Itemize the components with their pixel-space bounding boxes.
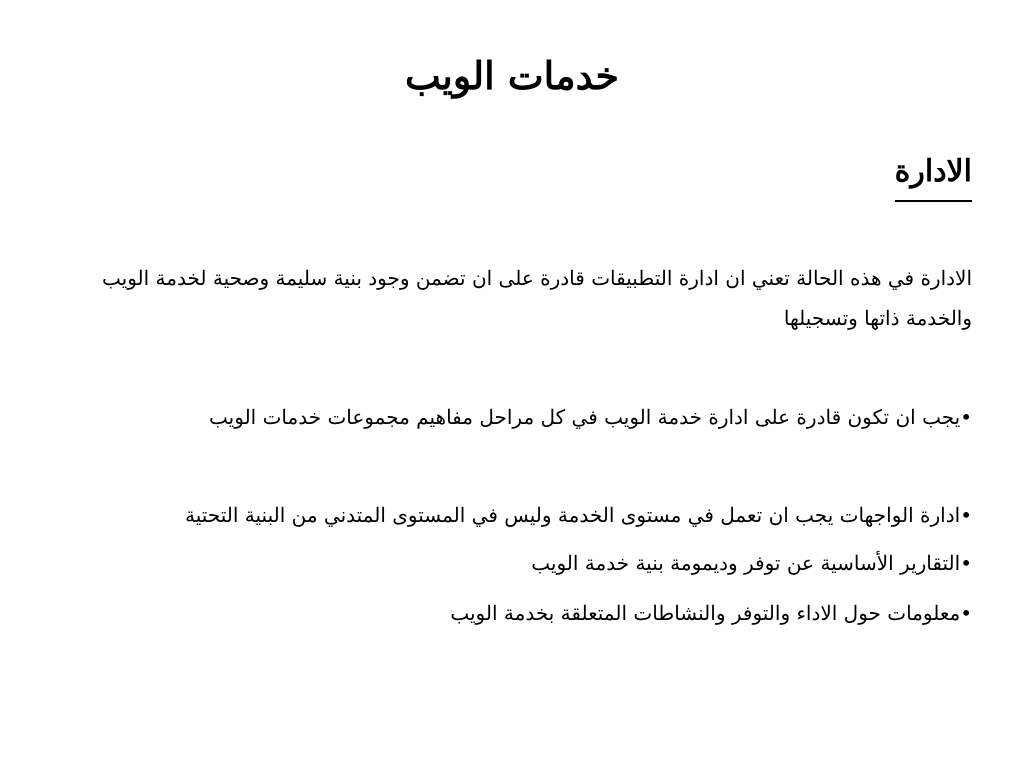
bullet-item — [52, 596, 972, 630]
intro-paragraph: الادارة في هذه الحالة تعني ان ادارة التطبيقات قادرة على ان تضمن وجود بنية سليمة وصحية لخدمة الويب والخدمة ذاتها وتسجيلها — [102, 266, 972, 330]
bullet-item — [52, 498, 972, 532]
bullet-symbol: • — [960, 405, 972, 429]
section-heading: الادارة — [895, 148, 972, 202]
bullet-symbol: • — [960, 601, 972, 625]
slide-title: خدمات الويب — [404, 53, 620, 98]
bullet-symbol: • — [960, 503, 972, 527]
bullet-item — [52, 546, 972, 580]
bullet-text: يجب ان تكون قادرة على ادارة خدمة الويب في كل مراحل مفاهيم مجموعات خدمات الويب — [209, 405, 961, 429]
bullet-item — [52, 400, 972, 434]
bullet-text: ادارة الواجهات يجب ان تعمل في مستوى الخدمة وليس في المستوى المتدني من البنية التحتية — [185, 503, 961, 527]
bullet-symbol: • — [960, 551, 972, 575]
bullet-text: التقارير الأساسية عن توفر وديمومة بنية خدمة الويب — [531, 551, 961, 575]
bullet-text: معلومات حول الاداء والتوفر والنشاطات المتعلقة بخدمة الويب — [450, 601, 961, 625]
